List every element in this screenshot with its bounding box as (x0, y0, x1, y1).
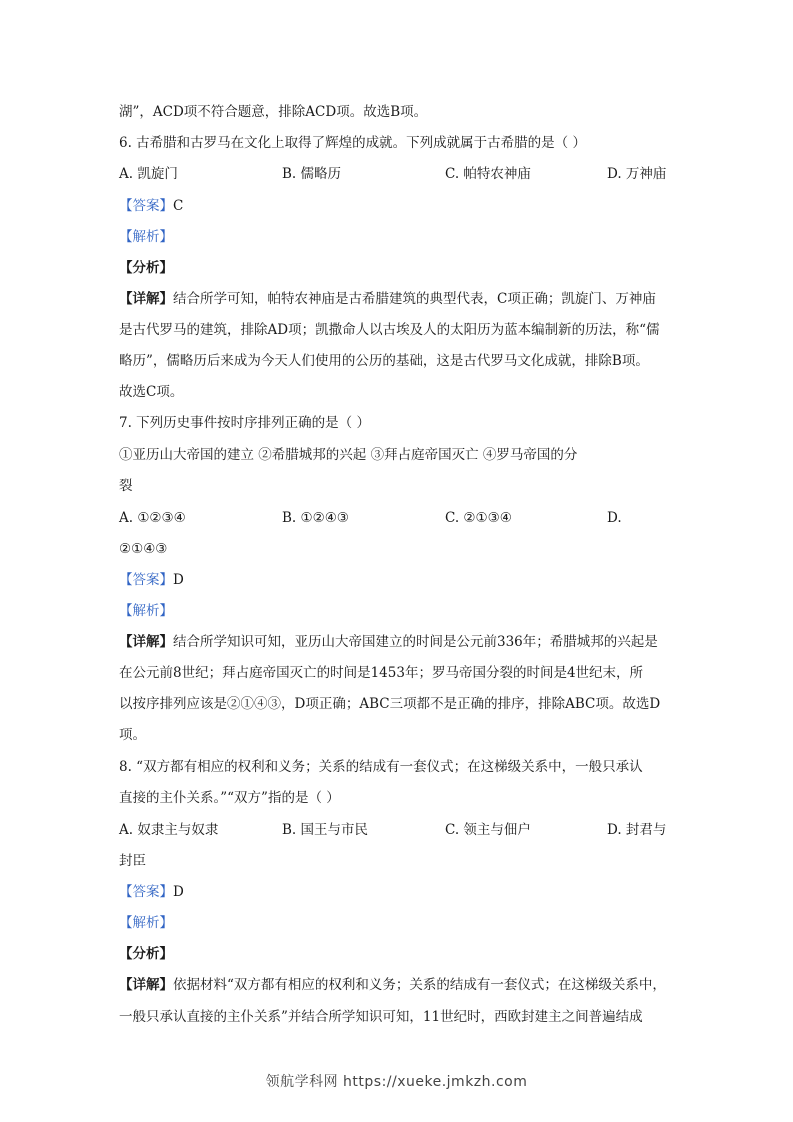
analysis-tag: 【解析】 (119, 229, 173, 245)
q7-detail-line-3: 以按序排列应该是②①④③，D项正确；ABC三项都不是正确的排序，排除ABC项。故选D (119, 696, 661, 712)
q6-detail-line-2: 是古代罗马的建筑，排除AD项；凯撒命人以古埃及人的太阳历为蓝本编制新的历法，称“儒 (119, 322, 660, 338)
q8-fenxi-heading (119, 946, 173, 962)
q8-option-b: B. 国王与市民 (282, 822, 369, 838)
detail-text: 结合所学可知，帕特农神庙是古希腊建筑的典型代表，C项正确；凯旋门、万神庙 (173, 291, 656, 307)
q7-detail-line-4: 项。 (119, 727, 146, 743)
detail-tag: 【详解】 (119, 977, 173, 993)
detail-text: 结合所学知识可知，亚历山大帝国建立的时间是公元前336年；希腊城邦的兴起是 (173, 634, 658, 650)
q7-option-d-cont: ②①④③ (119, 541, 168, 557)
question-6-stem: 6. 古希腊和古罗马在文化上取得了辉煌的成就。下列成就属于古希腊的是（ ） (119, 135, 586, 151)
analysis-tag: 【解析】 (119, 603, 173, 619)
fenxi-tag: 【分析】 (119, 260, 173, 276)
q8-option-c: C. 领主与佃户 (445, 822, 531, 838)
answer-value: D (173, 884, 184, 900)
q7-option-a: A. ①②③④ (119, 510, 186, 526)
fenxi-tag: 【分析】 (119, 946, 173, 962)
q6-fenxi-heading (119, 260, 173, 276)
q6-detail-line-4: 故选C项。 (119, 384, 184, 400)
q7-items-line-1: ①亚历山大帝国的建立 ②希腊城邦的兴起 ③拜占庭帝国灭亡 ④罗马帝国的分 (119, 447, 578, 463)
detail-tag: 【详解】 (119, 291, 173, 307)
answer-tag: 【答案】 (119, 198, 173, 214)
q6-option-a: A. 凯旋门 (119, 166, 178, 182)
q6-option-c: C. 帕特农神庙 (445, 166, 531, 182)
question-8-stem-line-1: 8. “双方都有相应的权利和义务；关系的结成有一套仪式；在这梯级关系中，一般只承认 (119, 759, 643, 775)
q6-analysis-heading (119, 229, 173, 245)
q8-option-a: A. 奴隶主与奴隶 (119, 822, 219, 838)
q7-option-c: C. ②①③④ (445, 510, 512, 526)
analysis-tag: 【解析】 (119, 915, 173, 931)
answer-tag: 【答案】 (119, 572, 173, 588)
q7-option-d: D. (607, 510, 622, 526)
q8-detail-line-2: 一般只承认直接的主仆关系”并结合所学知识可知，11世纪时，西欧封建主之间普遍结成 (119, 1009, 643, 1025)
q7-analysis-heading (119, 603, 173, 619)
answer-tag: 【答案】 (119, 884, 173, 900)
detail-text: 依据材料“双方都有相应的权利和义务；关系的结成有一套仪式；在这梯级关系中， (173, 977, 666, 993)
question-7-stem: 7. 下列历史事件按时序排列正确的是（ ） (119, 415, 370, 431)
q7-answer (119, 572, 184, 588)
q8-answer (119, 884, 184, 900)
detail-tag: 【详解】 (119, 634, 173, 650)
q6-detail-line-3: 略历”，儒略历后来成为今天人们使用的公历的基础，这是古代罗马文化成就，排除B项。 (119, 353, 649, 369)
q8-detail-line-1 (119, 977, 666, 993)
question-8-stem-line-2: 直接的主仆关系。”“双方”指的是（ ） (119, 790, 340, 806)
answer-value: C (173, 198, 184, 214)
q8-analysis-heading (119, 915, 173, 931)
q6-answer (119, 198, 183, 214)
q7-items-line-2: 裂 (119, 478, 133, 494)
q6-option-d: D. 万神庙 (607, 166, 667, 182)
page-footer-watermark: 领航学科网 https://xueke.jmkzh.com (265, 1074, 528, 1090)
q7-detail-line-2: 在公元前8世纪；拜占庭帝国灭亡的时间是1453年；罗马帝国分裂的时间是4世纪末，所 (119, 665, 644, 681)
answer-value: D (173, 572, 184, 588)
q7-option-b: B. ①②④③ (282, 510, 349, 526)
q8-option-d: D. 封君与 (607, 822, 667, 838)
q6-detail-line-1 (119, 291, 656, 307)
q7-detail-line-1 (119, 634, 658, 650)
q6-option-b: B. 儒略历 (282, 166, 342, 182)
text-line: 湖”，ACD项不符合题意，排除ACD项。故选B项。 (119, 104, 428, 120)
q8-option-d-cont: 封臣 (119, 853, 146, 869)
